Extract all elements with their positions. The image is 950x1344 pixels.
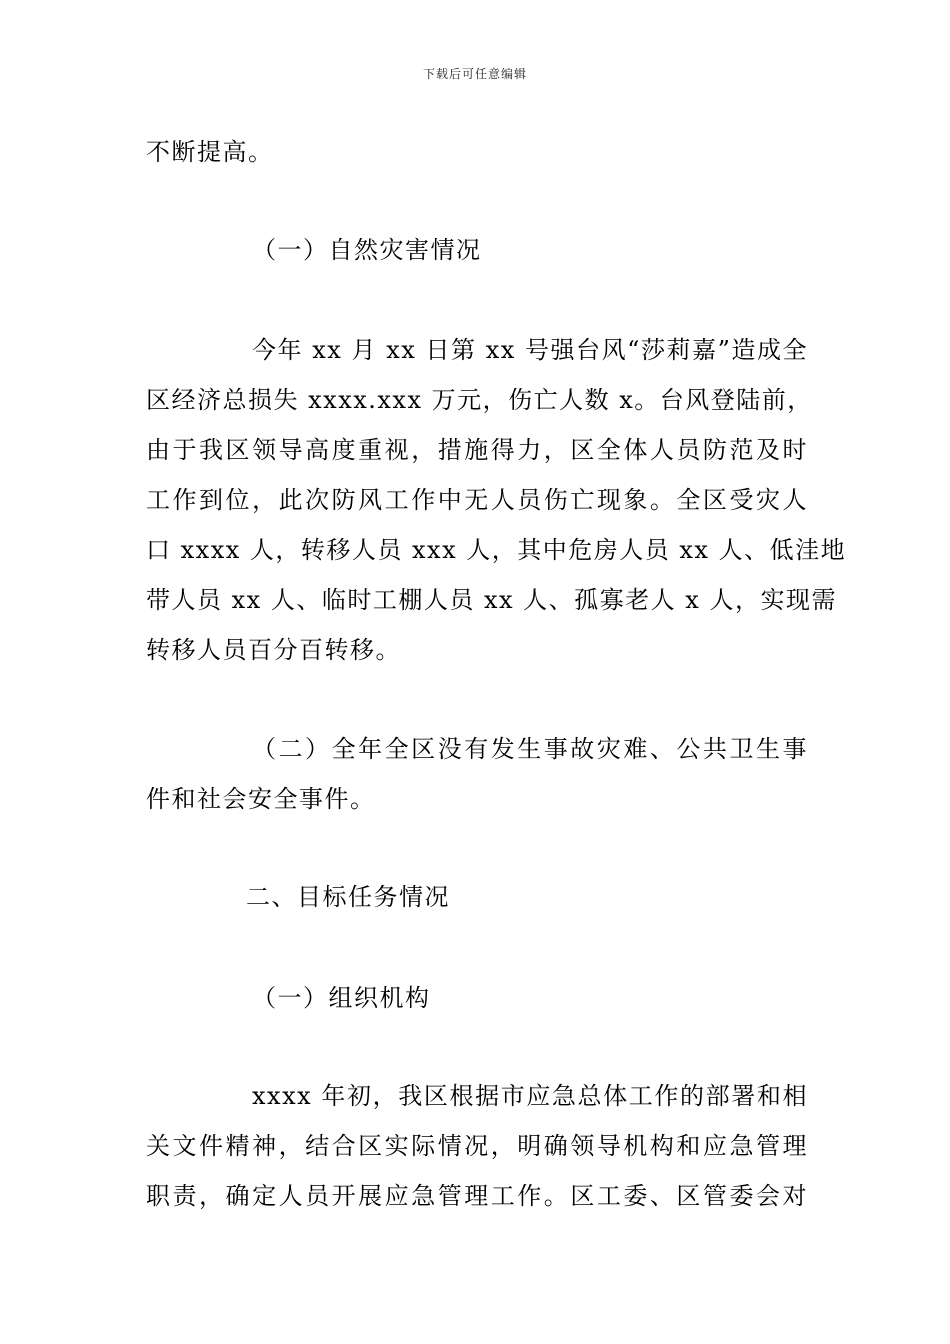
section-heading-no-incidents: （二）全年全区没有发生事故灾难、公共卫生事: [252, 735, 808, 763]
paragraph-line: xxxx 年初，我区根据市应急总体工作的部署和相: [252, 1082, 808, 1110]
paragraph-line: 由于我区领导高度重视，措施得力，区全体人员防范及时: [146, 436, 808, 464]
paragraph-line: 区经济总损失 xxxx.xxx 万元，伤亡人数 x。台风登陆前，: [146, 386, 813, 414]
paragraph-line: 转移人员百分百转移。: [146, 636, 401, 664]
paragraph-line: 今年 xx 月 xx 日第 xx 号强台风“莎莉嘉”造成全: [252, 336, 808, 364]
paragraph-line: 工作到位，此次防风工作中无人员伤亡现象。全区受灾人: [146, 486, 808, 514]
paragraph-line: 职责，确定人员开展应急管理工作。区工委、区管委会对: [146, 1182, 808, 1210]
paragraph-line: 关文件精神，结合区实际情况，明确领导机构和应急管理: [146, 1132, 808, 1160]
part-heading-targets: 二、目标任务情况: [246, 883, 450, 911]
paragraph-line: 带人员 xx 人、临时工棚人员 xx 人、孤寡老人 x 人，实现需: [146, 586, 837, 614]
sub-heading-organization: （一）组织机构: [252, 984, 431, 1012]
paragraph-line: 口 xxxx 人，转移人员 xxx 人，其中危房人员 xx 人、低洼地: [146, 536, 847, 564]
section-heading-no-incidents-cont: 件和社会安全事件。: [146, 785, 376, 813]
page-header: 下载后可任意编辑: [422, 67, 527, 81]
continuation-line: 不断提高。: [146, 138, 274, 166]
section-heading-natural-disasters: （一）自然灾害情况: [252, 236, 482, 264]
